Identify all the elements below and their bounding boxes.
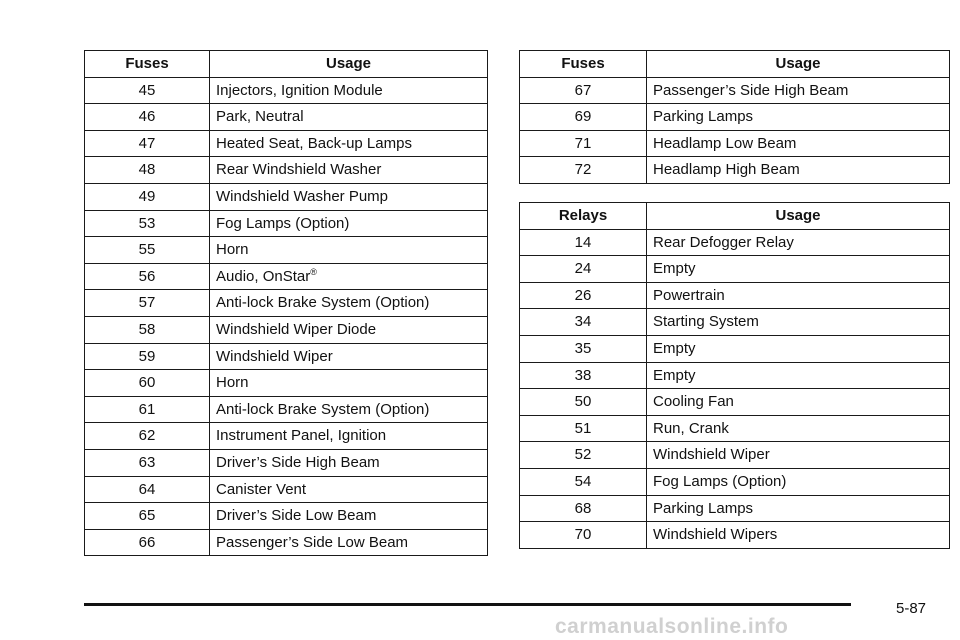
row-id: 38 bbox=[520, 362, 647, 389]
table-row bbox=[85, 183, 488, 210]
table-row bbox=[85, 263, 488, 290]
row-usage bbox=[647, 335, 950, 362]
table-row bbox=[85, 503, 488, 530]
row-usage bbox=[210, 449, 488, 476]
table-row bbox=[520, 104, 950, 131]
table-row bbox=[85, 210, 488, 237]
row-usage bbox=[210, 476, 488, 503]
row-id: 49 bbox=[85, 183, 210, 210]
table-row bbox=[85, 316, 488, 343]
row-id: 72 bbox=[520, 157, 647, 184]
row-usage bbox=[647, 495, 950, 522]
column-header-fuses: Fuses bbox=[85, 51, 210, 78]
usage-text: Parking Lamps bbox=[653, 499, 754, 517]
table-header-row bbox=[520, 203, 950, 230]
row-id: 46 bbox=[85, 104, 210, 131]
row-usage bbox=[210, 130, 488, 157]
table-row bbox=[520, 362, 950, 389]
row-usage bbox=[210, 343, 488, 370]
row-id: 58 bbox=[85, 316, 210, 343]
usage-text: Empty bbox=[653, 260, 696, 278]
table-row bbox=[520, 77, 950, 104]
row-id: 64 bbox=[85, 476, 210, 503]
row-id: 54 bbox=[520, 468, 647, 495]
watermark: carmanualsonline.info bbox=[555, 615, 789, 638]
table-row bbox=[520, 468, 950, 495]
row-usage bbox=[210, 237, 488, 264]
table-row bbox=[85, 449, 488, 476]
usage-text: Windshield Wiper bbox=[653, 446, 770, 464]
table-row bbox=[85, 130, 488, 157]
row-id: 60 bbox=[85, 370, 210, 397]
usage-text: Injectors, Ignition Module bbox=[216, 81, 383, 99]
row-id: 45 bbox=[85, 77, 210, 104]
row-usage bbox=[647, 415, 950, 442]
row-usage bbox=[210, 77, 488, 104]
row-id: 57 bbox=[85, 290, 210, 317]
table-row bbox=[520, 282, 950, 309]
table-row bbox=[85, 104, 488, 131]
table-header-row bbox=[520, 51, 950, 78]
row-id: 52 bbox=[520, 442, 647, 469]
column-header-usage: Usage bbox=[647, 51, 950, 78]
table-row bbox=[520, 389, 950, 416]
usage-text: Run, Crank bbox=[653, 419, 729, 437]
row-id: 70 bbox=[520, 522, 647, 549]
usage-text: Windshield Wiper Diode bbox=[216, 320, 377, 338]
usage-text: Powertrain bbox=[653, 286, 725, 304]
row-id: 67 bbox=[520, 77, 647, 104]
table-header-row bbox=[85, 51, 488, 78]
table-row bbox=[85, 476, 488, 503]
usage-text: Canister Vent bbox=[216, 480, 307, 498]
fuses-table-right bbox=[519, 50, 950, 184]
row-usage bbox=[647, 522, 950, 549]
row-id: 61 bbox=[85, 396, 210, 423]
relays-table bbox=[519, 202, 950, 549]
usage-text: Headlamp Low Beam bbox=[653, 134, 797, 152]
page-number: 5-87 bbox=[896, 600, 927, 617]
row-usage bbox=[647, 389, 950, 416]
row-usage bbox=[210, 210, 488, 237]
row-usage bbox=[210, 104, 488, 131]
usage-text: Windshield Wipers bbox=[653, 526, 778, 544]
table-row bbox=[520, 157, 950, 184]
column-header-fuses: Fuses bbox=[520, 51, 647, 78]
usage-text: Empty bbox=[653, 339, 696, 357]
table-row bbox=[520, 335, 950, 362]
row-id: 35 bbox=[520, 335, 647, 362]
usage-text: Driver’s Side Low Beam bbox=[216, 507, 377, 525]
row-usage bbox=[647, 309, 950, 336]
column-header-relays: Relays bbox=[520, 203, 647, 230]
row-usage bbox=[647, 256, 950, 283]
row-id: 47 bbox=[85, 130, 210, 157]
row-id: 68 bbox=[520, 495, 647, 522]
usage-text: Fog Lamps (Option) bbox=[216, 214, 350, 232]
row-usage bbox=[210, 423, 488, 450]
row-id: 56 bbox=[85, 263, 210, 290]
usage-text: Rear Defogger Relay bbox=[653, 233, 794, 251]
usage-text: Cooling Fan bbox=[653, 393, 734, 411]
row-id: 50 bbox=[520, 389, 647, 416]
usage-text: Horn bbox=[216, 241, 249, 259]
row-id: 63 bbox=[85, 449, 210, 476]
row-id: 53 bbox=[85, 210, 210, 237]
table-row bbox=[520, 229, 950, 256]
usage-text: Park, Neutral bbox=[216, 108, 304, 126]
row-usage bbox=[210, 183, 488, 210]
table-row bbox=[85, 290, 488, 317]
row-usage bbox=[647, 157, 950, 184]
row-id: 65 bbox=[85, 503, 210, 530]
row-id: 24 bbox=[520, 256, 647, 283]
usage-text: Fog Lamps (Option) bbox=[653, 472, 787, 490]
usage-text: Headlamp High Beam bbox=[653, 161, 800, 179]
row-id: 14 bbox=[520, 229, 647, 256]
relays-body bbox=[520, 229, 950, 548]
row-usage bbox=[647, 77, 950, 104]
table-row bbox=[85, 529, 488, 556]
table-row bbox=[520, 415, 950, 442]
usage-text: Anti-lock Brake System (Option) bbox=[216, 294, 430, 312]
table-row bbox=[520, 309, 950, 336]
row-usage bbox=[647, 362, 950, 389]
table-row bbox=[85, 77, 488, 104]
table-row bbox=[85, 343, 488, 370]
row-usage bbox=[210, 157, 488, 184]
fuses-table-left bbox=[84, 50, 488, 556]
row-usage bbox=[647, 130, 950, 157]
table-row bbox=[520, 130, 950, 157]
row-usage bbox=[210, 529, 488, 556]
row-usage bbox=[647, 104, 950, 131]
column-header-usage: Usage bbox=[647, 203, 950, 230]
row-usage bbox=[647, 442, 950, 469]
usage-text: Windshield Wiper bbox=[216, 347, 333, 365]
row-id: 48 bbox=[85, 157, 210, 184]
footer-rule bbox=[84, 603, 851, 606]
row-id: 69 bbox=[520, 104, 647, 131]
usage-text: Anti-lock Brake System (Option) bbox=[216, 400, 430, 418]
usage-text: Passenger’s Side High Beam bbox=[653, 81, 849, 99]
row-usage bbox=[210, 316, 488, 343]
usage-text: Windshield Washer Pump bbox=[216, 187, 389, 205]
row-id: 51 bbox=[520, 415, 647, 442]
row-id: 62 bbox=[85, 423, 210, 450]
row-usage bbox=[647, 468, 950, 495]
row-id: 26 bbox=[520, 282, 647, 309]
table-row bbox=[520, 256, 950, 283]
table-row bbox=[85, 423, 488, 450]
row-usage bbox=[210, 290, 488, 317]
usage-text: Horn bbox=[216, 374, 249, 392]
table-row bbox=[520, 495, 950, 522]
row-usage bbox=[210, 396, 488, 423]
usage-text: Starting System bbox=[653, 313, 759, 331]
row-id: 59 bbox=[85, 343, 210, 370]
table-row bbox=[520, 442, 950, 469]
usage-text: Heated Seat, Back-up Lamps bbox=[216, 134, 412, 152]
row-usage bbox=[210, 370, 488, 397]
row-usage bbox=[210, 503, 488, 530]
column-header-usage: Usage bbox=[210, 51, 488, 78]
table-row bbox=[520, 522, 950, 549]
row-id: 34 bbox=[520, 309, 647, 336]
row-usage bbox=[647, 282, 950, 309]
row-usage bbox=[210, 263, 488, 290]
row-usage bbox=[647, 229, 950, 256]
row-id: 55 bbox=[85, 237, 210, 264]
table-row bbox=[85, 370, 488, 397]
usage-text: Parking Lamps bbox=[653, 108, 754, 126]
usage-text: Rear Windshield Washer bbox=[216, 161, 382, 179]
registered-mark: ® bbox=[310, 266, 317, 277]
fuses-right-body bbox=[520, 77, 950, 183]
table-row bbox=[85, 237, 488, 264]
row-id: 66 bbox=[85, 529, 210, 556]
usage-text: Audio, OnStar bbox=[216, 267, 311, 285]
usage-text: Driver’s Side High Beam bbox=[216, 453, 380, 471]
usage-text: Passenger’s Side Low Beam bbox=[216, 533, 409, 551]
table-row bbox=[85, 157, 488, 184]
row-id: 71 bbox=[520, 130, 647, 157]
fuses-left-body bbox=[85, 77, 488, 556]
usage-text: Empty bbox=[653, 366, 696, 384]
table-row bbox=[85, 396, 488, 423]
usage-text: Instrument Panel, Ignition bbox=[216, 427, 387, 445]
